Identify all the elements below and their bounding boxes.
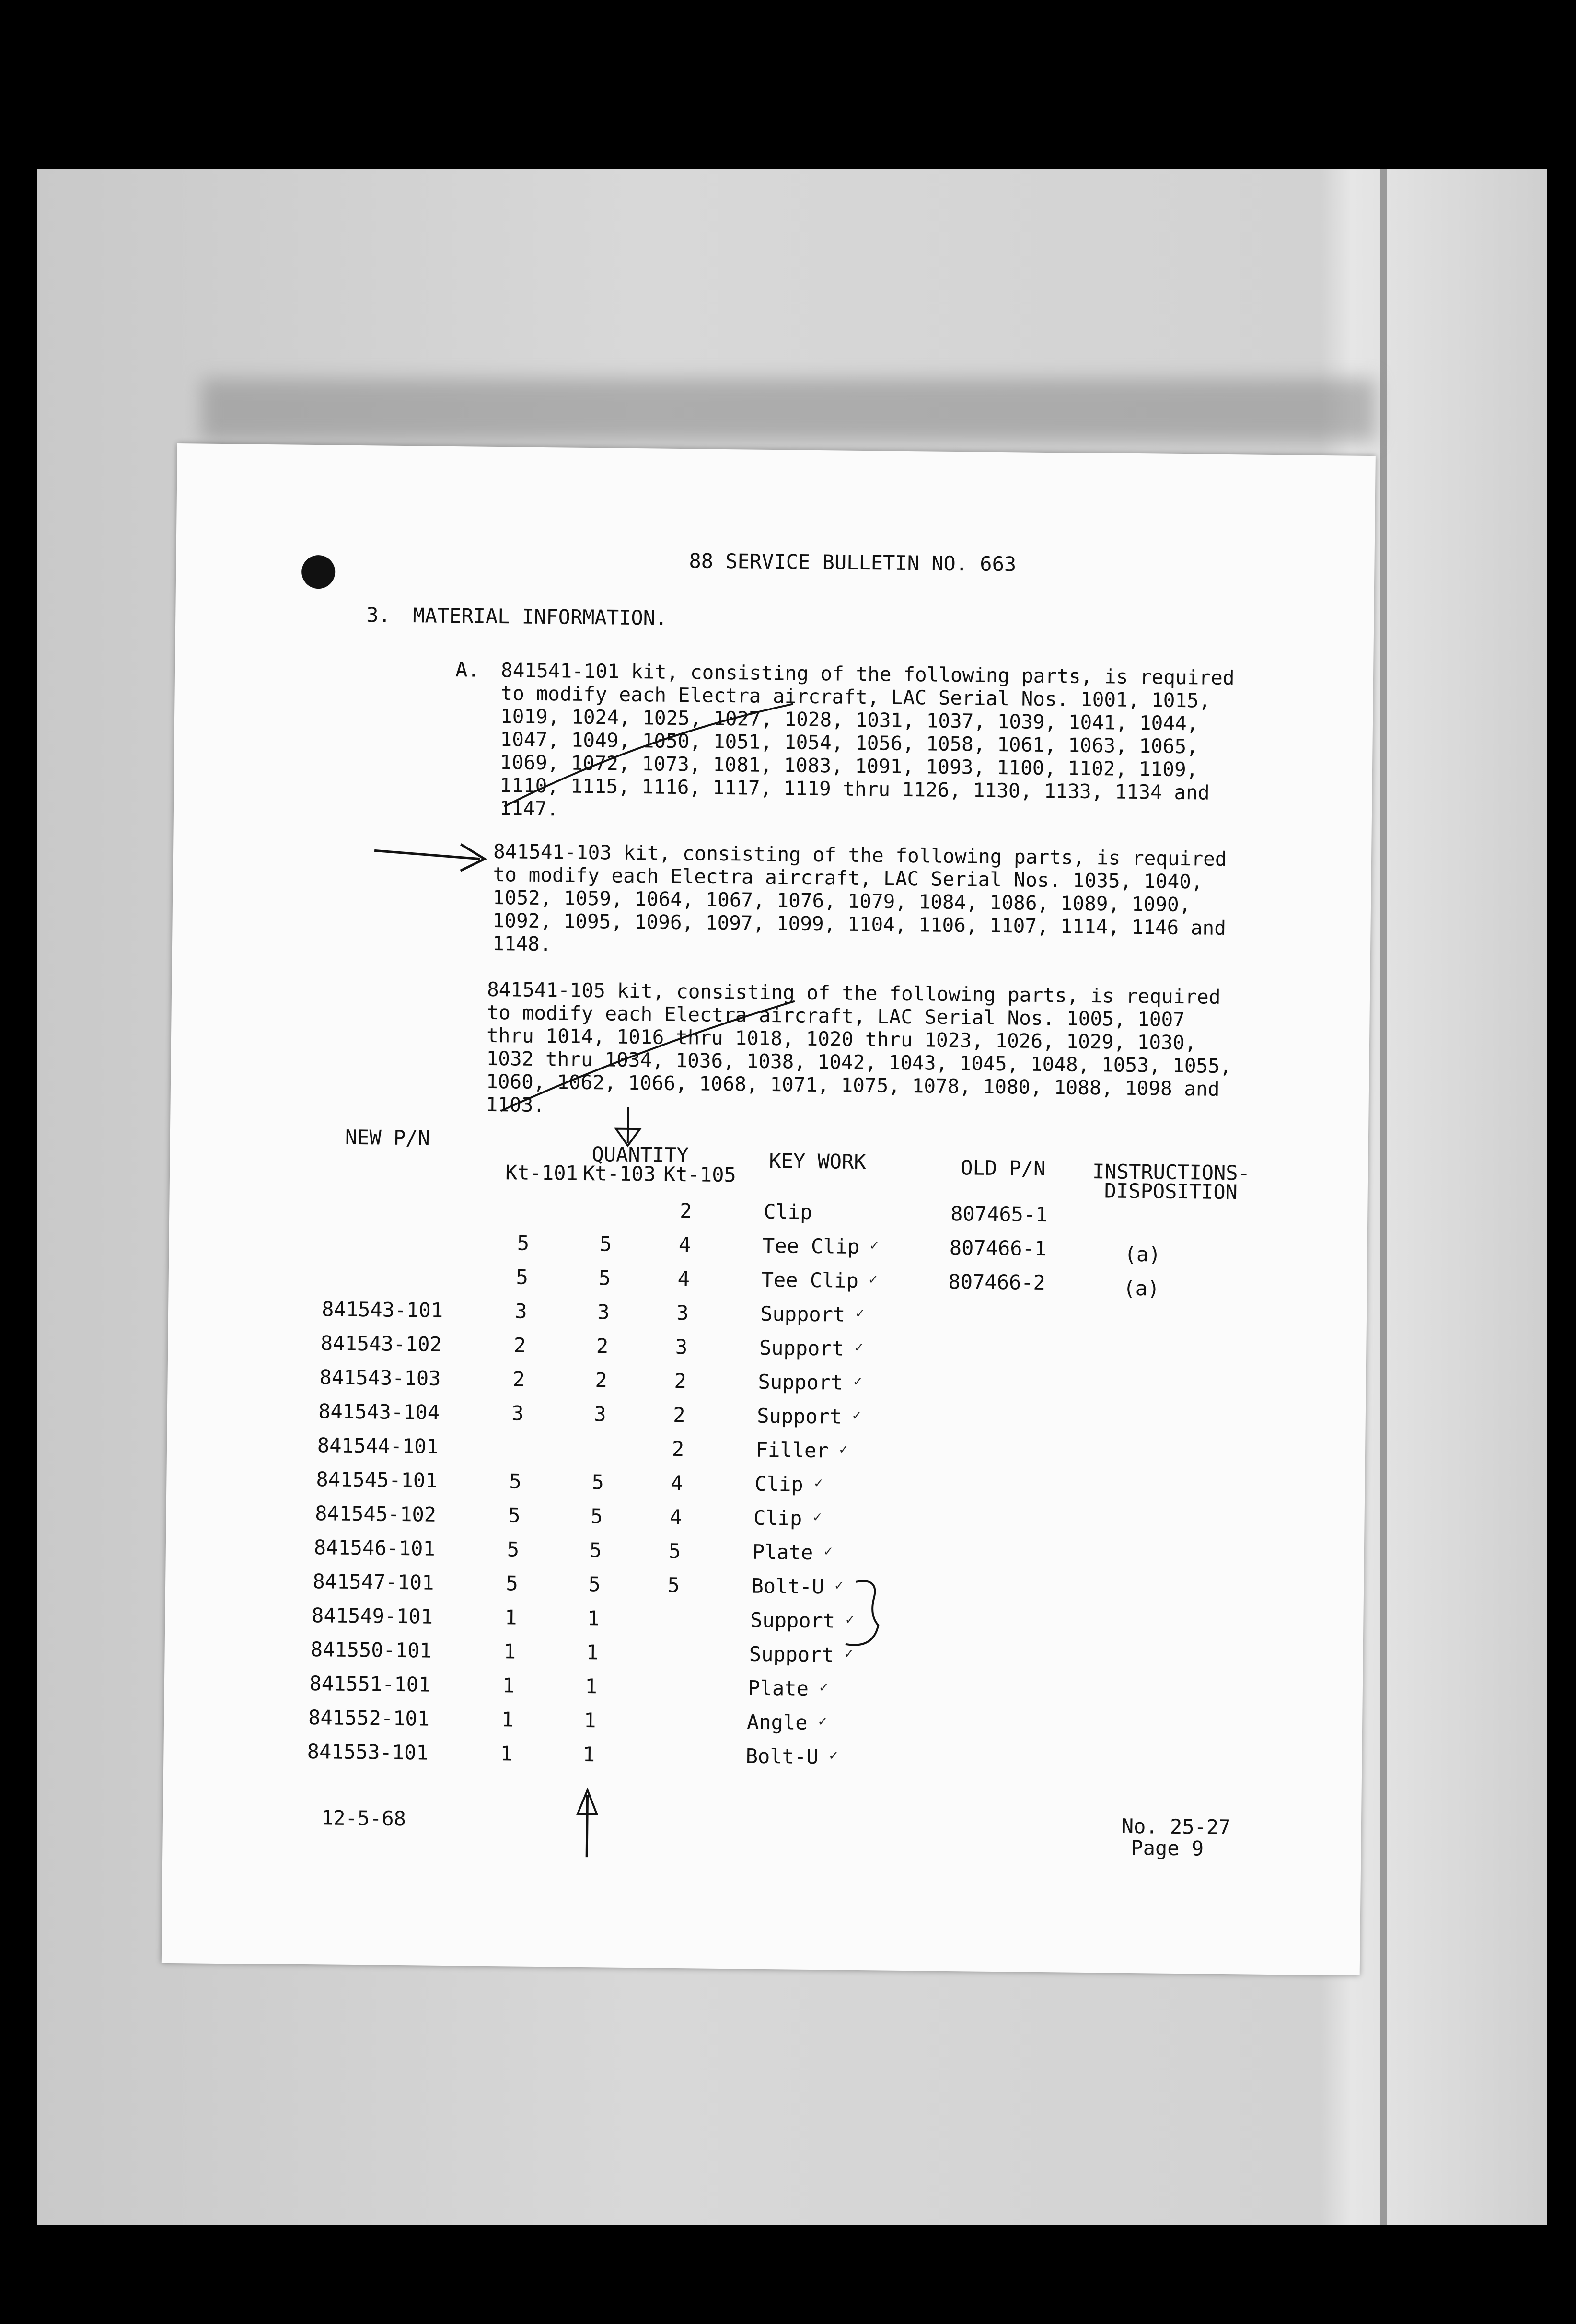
handwritten-marks <box>162 443 1376 1975</box>
check-mark-icon: ✓ <box>813 1509 822 1526</box>
paragraph-c-text: 841541-105 kit, consisting of the following parts, is required to modify each Electra aircraft, LAC Serial Nos. 1005, 1007 thru 1014, 1016 thru 1018, 1020 thru 1023, 1026, 1029, 1030, 1032 thru 1034, 1036, 1038, 1042, 1043, 1045, 1048, 1053, 1055, 1060, 1062, 1066, 1068, 1071, 1075, 1078, 1080, 1088, 1098 and 1103. <box>486 977 1232 1117</box>
cell-key-work: Support <box>759 1336 845 1360</box>
cell-new-pn: 841543-104 <box>318 1399 440 1424</box>
cell-old-pn: 807466-2 <box>948 1269 1046 1295</box>
check-mark-icon: ✓ <box>853 1372 862 1390</box>
cell-key-work: Clip <box>753 1506 802 1530</box>
cell-kt105: 4 <box>669 1505 682 1529</box>
cell-key-work: Tee Clip <box>761 1267 859 1292</box>
cell-kt105: 2 <box>674 1369 687 1393</box>
cell-kt103: 1 <box>582 1743 595 1766</box>
cell-kt101: 1 <box>501 1708 514 1731</box>
arrow-right <box>374 850 480 859</box>
footer-number: No. 25-27 <box>1121 1814 1231 1839</box>
cell-new-pn: 841546-101 <box>313 1535 436 1560</box>
cell-key-work: Plate <box>748 1676 809 1700</box>
cell-new-pn: 841549-101 <box>311 1604 433 1628</box>
cell-kt103: 1 <box>585 1674 598 1698</box>
check-mark-icon: ✓ <box>869 1271 878 1288</box>
cell-key-work: Plate <box>752 1540 813 1565</box>
cell-new-pn: 841551-101 <box>309 1672 431 1697</box>
cell-key-work: Bolt-U <box>745 1744 819 1769</box>
cell-kt105: 3 <box>676 1301 689 1325</box>
cell-kt101: 5 <box>517 1231 530 1255</box>
cell-new-pn: 841544-101 <box>317 1433 439 1458</box>
cell-kt103: 2 <box>595 1368 608 1392</box>
bracket-mark <box>846 1581 879 1645</box>
cell-new-pn: 841545-101 <box>316 1467 438 1492</box>
check-mark-icon: ✓ <box>819 1679 828 1696</box>
document-page <box>162 443 1376 1975</box>
cell-kt103: 5 <box>599 1232 612 1256</box>
cell-kt101: 5 <box>508 1503 521 1527</box>
check-mark-icon: ✓ <box>852 1406 861 1424</box>
cell-kt101: 2 <box>513 1333 526 1357</box>
cell-kt101: 3 <box>515 1299 527 1323</box>
cell-key-work: Support <box>756 1404 842 1429</box>
cell-key-work: Bolt-U <box>751 1574 824 1599</box>
cell-new-pn: 841543-101 <box>322 1297 443 1322</box>
cell-kt105: 3 <box>675 1335 688 1359</box>
check-mark-icon: ✓ <box>818 1713 827 1730</box>
cell-kt105: 5 <box>668 1539 681 1563</box>
header-disposition: DISPOSITION <box>1104 1179 1238 1204</box>
cell-key-work: Support <box>760 1301 846 1326</box>
cell-kt103: 5 <box>590 1504 603 1528</box>
strike-line-a <box>504 701 793 809</box>
cell-disposition: (a) <box>1123 1276 1160 1301</box>
bulletin-title: 88 SERVICE BULLETIN NO. 663 <box>689 549 1017 576</box>
cell-kt103: 1 <box>586 1640 599 1664</box>
cell-key-work: Clip <box>764 1199 812 1224</box>
check-mark-icon: ✓ <box>869 1237 879 1254</box>
cell-kt101: 5 <box>509 1469 522 1493</box>
cell-key-work: Tee Clip <box>762 1233 860 1258</box>
header-kt103: Kt-103 <box>582 1161 656 1186</box>
cell-kt101: 1 <box>504 1605 517 1629</box>
cell-kt103: 2 <box>596 1334 609 1358</box>
check-mark-icon: ✓ <box>839 1441 848 1458</box>
cell-kt105: 2 <box>672 1403 685 1427</box>
cell-kt103: 1 <box>583 1708 596 1732</box>
header-key-work: KEY WORK <box>769 1149 866 1174</box>
cell-new-pn: 841552-101 <box>308 1706 430 1731</box>
cell-kt103: 5 <box>591 1470 604 1494</box>
cell-new-pn: 841553-101 <box>307 1739 429 1765</box>
cell-kt103: 1 <box>587 1606 600 1630</box>
cell-kt103: 5 <box>588 1572 601 1596</box>
cell-kt101: 5 <box>507 1537 520 1561</box>
cell-kt105: 2 <box>680 1199 692 1223</box>
cell-kt101: 5 <box>516 1265 529 1289</box>
cell-new-pn: 841543-102 <box>320 1331 442 1356</box>
section-number: 3. <box>366 603 391 627</box>
header-kt101: Kt-101 <box>505 1161 579 1185</box>
sheet-fold <box>1380 169 1387 2225</box>
cell-new-pn: 841545-102 <box>314 1501 437 1526</box>
check-mark-icon: ✓ <box>854 1338 864 1356</box>
check-mark-icon: ✓ <box>834 1577 844 1594</box>
header-old-pn: OLD P/N <box>961 1156 1046 1181</box>
check-mark-icon: ✓ <box>846 1611 855 1628</box>
cell-old-pn: 807465-1 <box>950 1201 1048 1227</box>
header-quantity: QUANTITY <box>591 1142 689 1167</box>
check-mark-icon: ✓ <box>856 1304 865 1322</box>
section-title: MATERIAL INFORMATION. <box>413 604 668 630</box>
cell-kt101: 3 <box>511 1401 524 1425</box>
strike-line-c <box>501 998 794 1114</box>
cell-kt105: 5 <box>667 1573 680 1597</box>
cell-kt101: 1 <box>503 1639 516 1663</box>
cell-kt103: 3 <box>593 1402 606 1426</box>
cell-kt105: 4 <box>678 1233 691 1257</box>
cell-old-pn: 807466-1 <box>949 1235 1047 1261</box>
check-mark-icon: ✓ <box>829 1747 838 1764</box>
cell-kt103: 5 <box>589 1538 602 1562</box>
cell-kt103: 5 <box>598 1266 611 1290</box>
cell-kt101: 1 <box>502 1673 515 1697</box>
cell-kt105: 2 <box>672 1437 684 1461</box>
cell-kt103: 3 <box>597 1300 610 1324</box>
cell-key-work: Support <box>750 1608 835 1633</box>
cell-kt101: 1 <box>500 1742 513 1766</box>
cell-kt101: 5 <box>506 1571 519 1595</box>
check-mark-icon: ✓ <box>844 1645 854 1662</box>
footer-page: Page 9 <box>1131 1836 1204 1860</box>
cell-kt101: 2 <box>512 1367 525 1391</box>
cell-new-pn: 841543-103 <box>319 1365 441 1390</box>
paragraph-a-label: A. <box>455 658 480 682</box>
header-new-pn: NEW P/N <box>345 1125 430 1150</box>
page-shadow <box>201 379 1376 441</box>
cell-new-pn: 841550-101 <box>310 1638 432 1662</box>
footer-date: 12-5-68 <box>321 1806 406 1831</box>
cell-key-work: Filler <box>755 1438 829 1463</box>
cell-key-work: Clip <box>754 1472 803 1496</box>
header-instructions: INSTRUCTIONS- <box>1092 1160 1251 1185</box>
cell-kt105: 4 <box>677 1267 690 1291</box>
paragraph-a-text: 841541-101 kit, consisting of the following parts, is required to modify each Electra aircraft, LAC Serial Nos. 1001, 1015, 1019, 1024, 1025, 1027, 1028, 1031, 1037, 1039, 1041, 1044, 1047, 1049, 1050, 1051, 1054, 1056, 1058, 1061, 1063, 1065, 1069, 1072, 1073, 1081, 1083, 1091, 1093, 1100, 1102, 1109, 1110, 1115, 1116, 1117, 1119 thru 1126, 1130, 1133, 1134 and 1147. <box>499 659 1235 821</box>
header-kt105: Kt-105 <box>663 1162 737 1187</box>
check-mark-icon: ✓ <box>814 1475 823 1492</box>
cell-kt105: 4 <box>671 1471 684 1495</box>
cell-key-work: Support <box>758 1370 843 1394</box>
check-mark-icon: ✓ <box>823 1543 833 1560</box>
cell-key-work: Angle <box>746 1710 808 1734</box>
paragraph-b-text: 841541-103 kit, consisting of the following parts, is required to modify each Electra aircraft, LAC Serial Nos. 1035, 1040, 1052, 1059, 1064, 1067, 1076, 1079, 1084, 1086, 1089, 1090, 1092, 1095, 1096, 1097, 1099, 1104, 1106, 1107, 1114, 1146 and 1148. <box>492 839 1227 956</box>
cell-new-pn: 841547-101 <box>313 1569 434 1594</box>
cell-disposition: (a) <box>1124 1242 1161 1267</box>
cell-key-work: Support <box>749 1642 834 1667</box>
